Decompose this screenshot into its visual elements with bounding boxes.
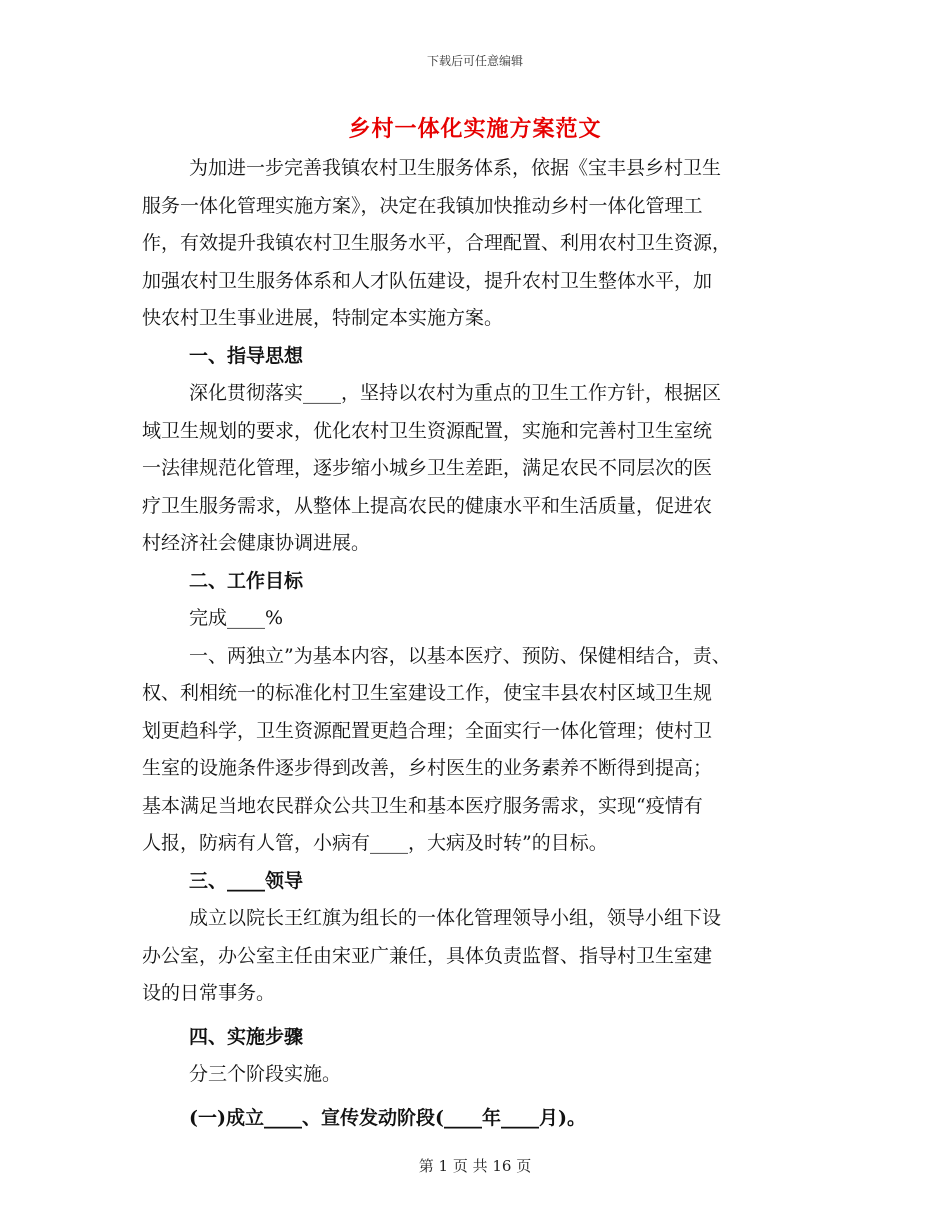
paragraph-line: 快农村卫生事业进展，特制定本实施方案。 [142, 307, 504, 329]
paragraph-line: 疗卫生服务需求，从整体上提高农民的健康水平和生活质量，促进农 [142, 494, 713, 517]
section-heading: 一、指导思想 [189, 344, 304, 367]
subsection-heading: (一)成立____、宣传发动阶段(____年____月)。 [189, 1106, 586, 1129]
section-heading: 三、____领导 [189, 869, 304, 892]
document-body [142, 150, 812, 1137]
paragraph-line: 办公室，办公室主任由宋亚广兼任，具体负责监督、指导村卫生室建 [142, 944, 713, 967]
section-heading: 二、工作目标 [189, 569, 304, 592]
paragraph-line: 分三个阶段实施。 [189, 1063, 342, 1085]
paragraph-line: 设的日常事务。 [142, 982, 276, 1004]
paragraph-line: 服务一体化管理实施方案》，决定在我镇加快推动乡村一体化管理工 [142, 194, 703, 217]
document-title: 乡村一体化实施方案范文 [348, 116, 602, 142]
paragraph-line: 权、利相统一的标准化村卫生室建设工作，使宝丰县农村区域卫生规 [142, 682, 713, 704]
page-header: 下载后可任意编辑 [426, 54, 523, 68]
paragraph-line: 村经济社会健康协调进展。 [142, 532, 371, 554]
paragraph-line: 作，有效提升我镇农村卫生服务水平，合理配置、利用农村卫生资源， [142, 232, 732, 254]
paragraph-line: 人报，防病有人管，小病有____，大病及时转”的目标。 [142, 832, 608, 854]
paragraph-line: 生室的设施条件逐步得到改善，乡村医生的业务素养不断得到提高； [142, 757, 713, 779]
page-footer: 第 1 页 共 16 页 [418, 1157, 532, 1175]
section-heading: 四、实施步骤 [189, 1025, 304, 1048]
paragraph-line: 划更趋科学，卫生资源配置更趋合理；全面实行一体化管理；使村卫 [142, 719, 713, 742]
paragraph-line: 完成____% [189, 607, 284, 629]
paragraph-line: 为加进一步完善我镇农村卫生服务体系，依据《宝丰县乡村卫生 [189, 157, 722, 179]
paragraph-line: 基本满足当地农民群众公共卫生和基本医疗服务需求，实现“疫情有 [142, 794, 703, 817]
paragraph-line: 一法律规范化管理，逐步缩小城乡卫生差距，满足农民不同层次的医 [142, 457, 713, 479]
paragraph-line: 域卫生规划的要求，优化农村卫生资源配置，实施和完善村卫生室统 [142, 419, 713, 442]
paragraph-line: 深化贯彻落实____，坚持以农村为重点的卫生工作方针，根据区 [189, 382, 722, 404]
paragraph-line: 成立以院长王红旗为组长的一体化管理领导小组，领导小组下设 [189, 907, 722, 929]
paragraph-line: 加强农村卫生服务体系和人才队伍建设，提升农村卫生整体水平，加 [142, 269, 713, 292]
paragraph-line: 一、两独立”为基本内容，以基本医疗、预防、保健相结合，责、 [189, 644, 731, 667]
